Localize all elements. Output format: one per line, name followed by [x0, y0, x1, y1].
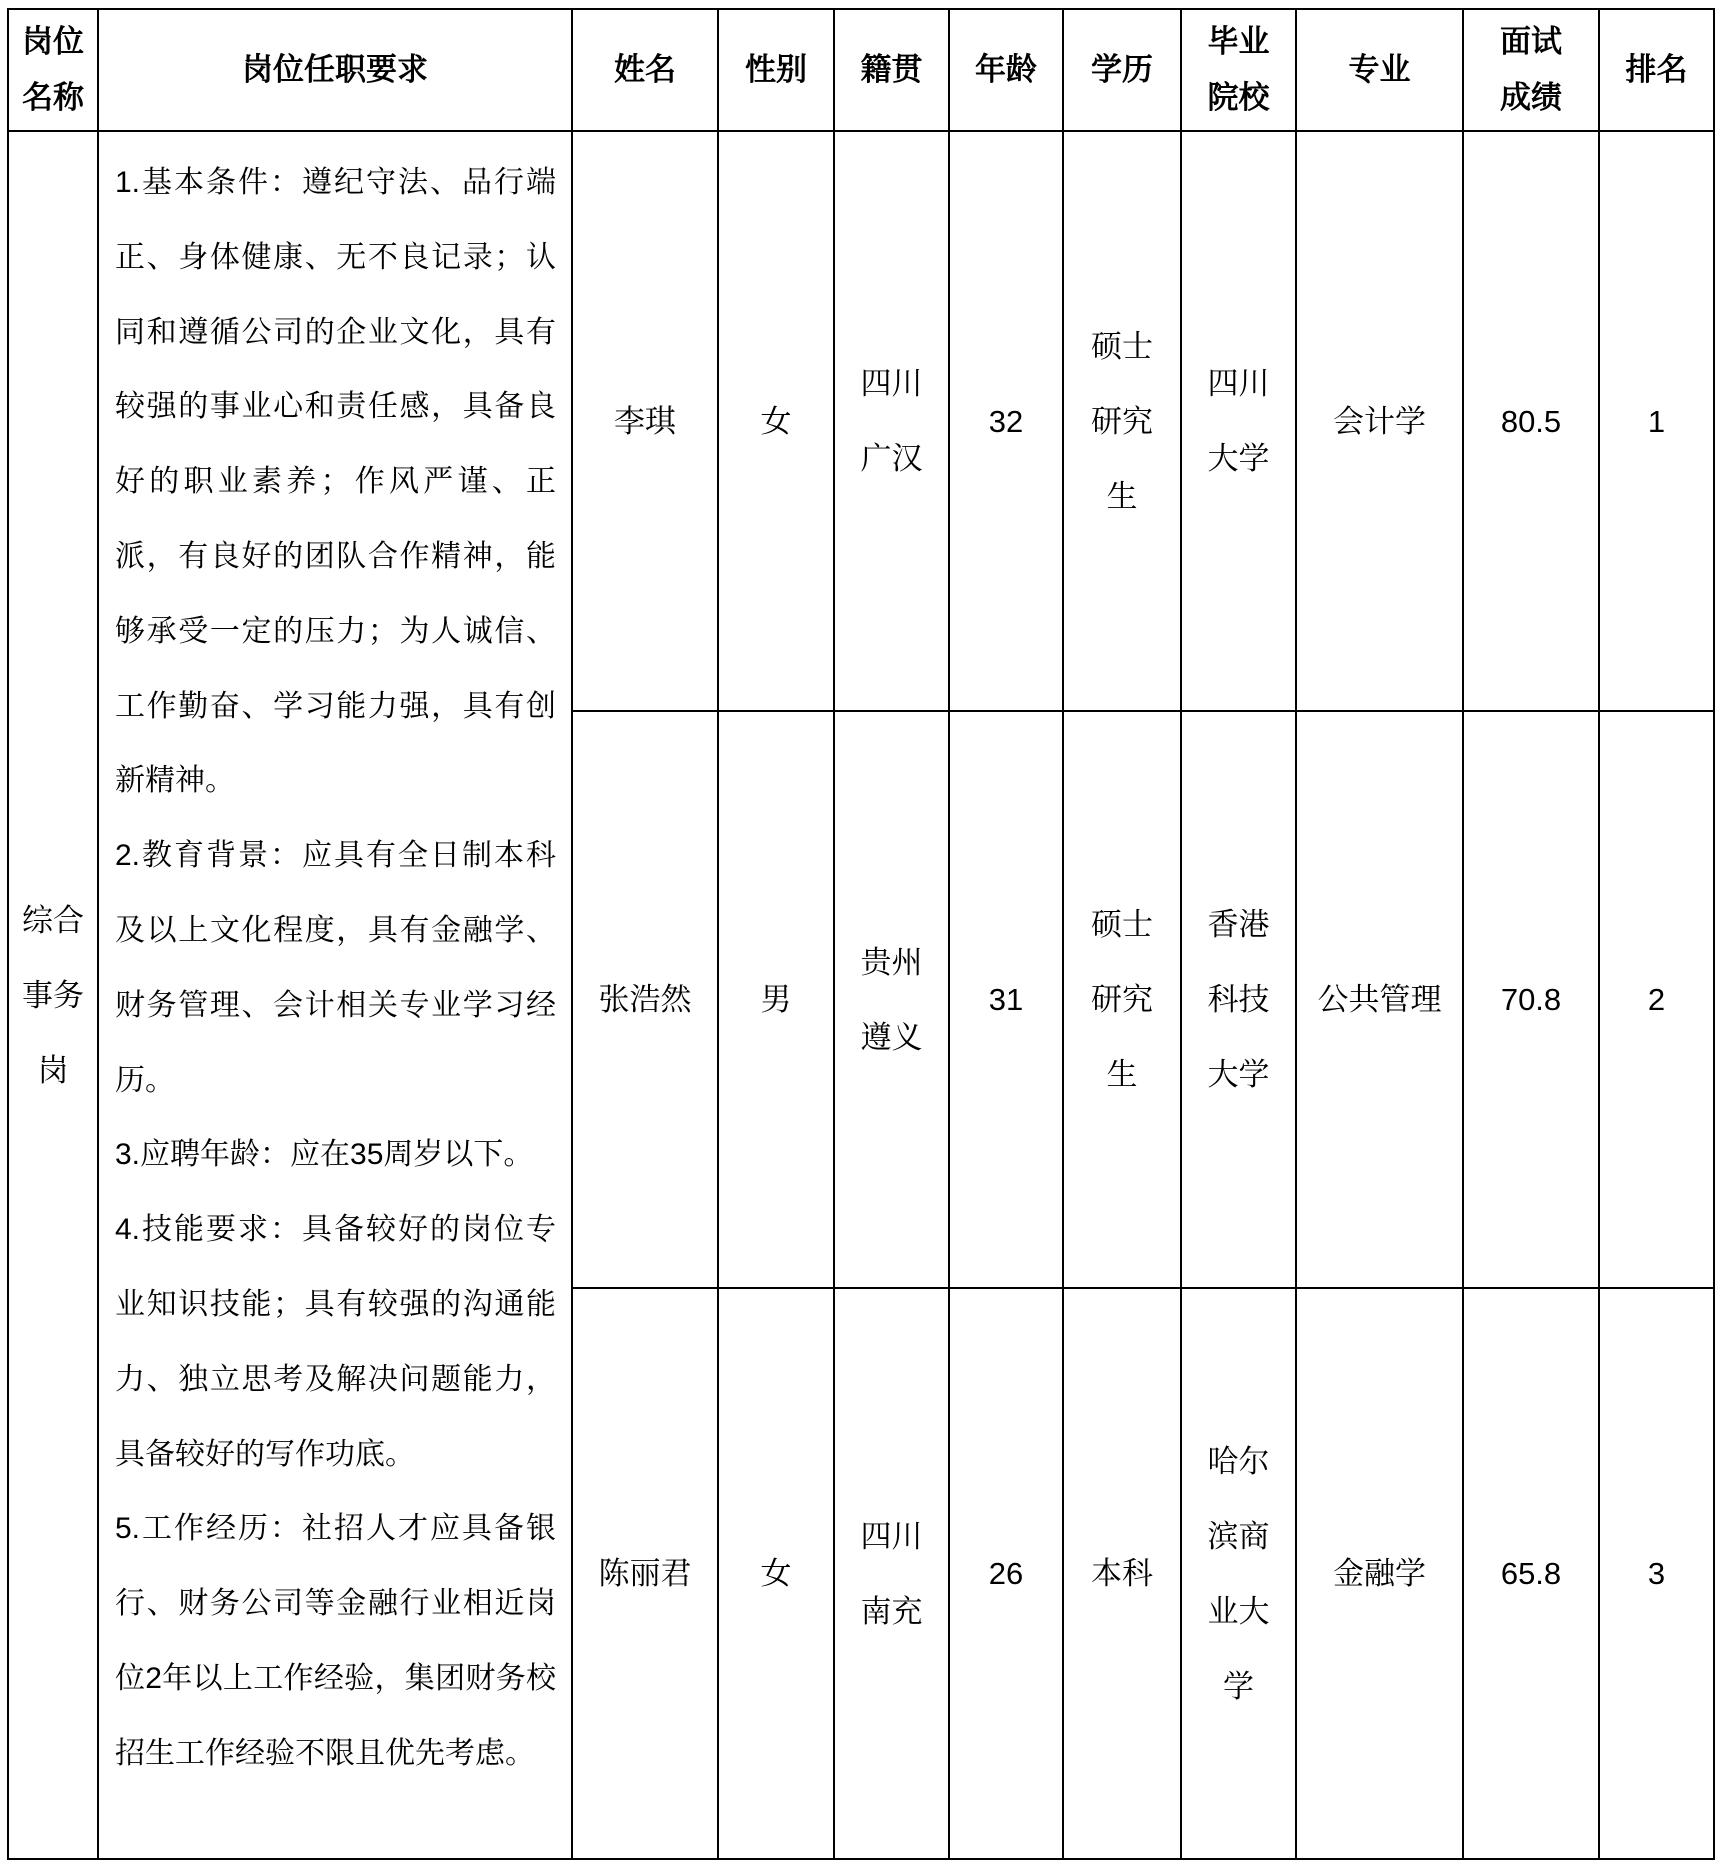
header-line: 岗位: [22, 24, 84, 59]
candidate-3-education-cell: 本科: [1063, 1288, 1181, 1859]
requirement-paragraph-5: 5.工作经历：社招人才应具备银行、财务公司等金融行业相近岗位2年以上工作经验，集团财务校招生工作经验不限且优先考虑。: [115, 1512, 556, 1770]
header-line: 院校: [1207, 80, 1270, 115]
position-requirements-cell: [98, 131, 572, 1859]
candidate-2-name-cell: 张浩然: [572, 711, 718, 1288]
candidate-1-rank-cell: 1: [1599, 131, 1714, 711]
header-line: 姓名: [614, 52, 676, 87]
header-line: 岗位任职要求: [242, 52, 428, 87]
requirement-paragraph-3: 3.应聘年龄：应在35周岁以下。: [115, 1138, 534, 1172]
requirement-paragraph-4: 4.技能要求：具备较好的岗位专业知识技能；具有较强的沟通能力、独立思考及解决问题能力，具备较好的写作功底。: [115, 1213, 556, 1471]
header-cell-education: [1063, 9, 1181, 131]
header-cell-interview-score: [1463, 9, 1599, 131]
candidate-2-rank-cell: 2: [1599, 711, 1714, 1288]
header-cell-name: [572, 9, 718, 131]
header-cell-gender: [718, 9, 834, 131]
header-cell-age: [949, 9, 1063, 131]
header-line: 性别: [745, 52, 807, 87]
header-line: 籍贯: [860, 52, 923, 87]
header-line: 名称: [22, 80, 84, 115]
requirement-paragraph-1: 1.基本条件：遵纪守法、品行端正、身体健康、无不良记录；认同和遵循公司的企业文化，具有较强的事业心和责任感，具备良好的职业素养；作风严谨、正派，有良好的团队合作精神，能够承受一定的压力；为人诚信、工作勤奋、学习能力强，具有创新精神。: [115, 166, 556, 798]
header-row: [8, 9, 1714, 131]
header-line: 成绩: [1500, 80, 1562, 115]
candidate-1-gender-cell: 女: [718, 131, 834, 711]
header-line: 排名: [1625, 52, 1688, 87]
candidate-2-score-cell: 70.8: [1463, 711, 1599, 1288]
header-cell-position-name: [8, 9, 98, 131]
candidate-2-gender-cell: 男: [718, 711, 834, 1288]
candidate-1-education-cell: 硕士研究生: [1063, 131, 1181, 711]
candidate-1-name-cell: 李琪: [572, 131, 718, 711]
candidate-3-major-cell: 金融学: [1296, 1288, 1463, 1859]
header-cell-school: [1181, 9, 1296, 131]
position-name-cell: 综合事务岗: [8, 131, 98, 1859]
header-cell-major: [1296, 9, 1463, 131]
candidate-2-age-cell: 31: [949, 711, 1063, 1288]
candidate-row-1: [8, 131, 1714, 711]
candidate-2-education-cell: 硕士研究生: [1063, 711, 1181, 1288]
candidate-3-native-place-cell: 四川南充: [834, 1288, 949, 1859]
requirement-paragraph-2: 2.教育背景：应具有全日制本科及以上文化程度，具有金融学、财务管理、会计相关专业学习经历。: [115, 839, 556, 1097]
header-cell-rank: [1599, 9, 1714, 131]
candidate-1-native-place-cell: 四川广汉: [834, 131, 949, 711]
header-line: 面试: [1500, 24, 1562, 59]
header-line: 学历: [1091, 52, 1153, 87]
header-line: 年龄: [975, 52, 1037, 87]
candidate-3-rank-cell: 3: [1599, 1288, 1714, 1859]
candidate-3-school-cell: 哈尔滨商业大学: [1181, 1288, 1296, 1859]
candidate-1-score-cell: 80.5: [1463, 131, 1599, 711]
header-cell-native-place: [834, 9, 949, 131]
recruitment-results-table: [7, 8, 1715, 1860]
candidate-1-major-cell: 会计学: [1296, 131, 1463, 711]
candidate-1-age-cell: 32: [949, 131, 1063, 711]
candidate-2-native-place-cell: 贵州遵义: [834, 711, 949, 1288]
candidate-3-gender-cell: 女: [718, 1288, 834, 1859]
candidate-3-age-cell: 26: [949, 1288, 1063, 1859]
header-line: 毕业: [1207, 24, 1270, 59]
header-line: 专业: [1348, 52, 1411, 87]
candidate-2-major-cell: 公共管理: [1296, 711, 1463, 1288]
candidate-2-school-cell: 香港科技大学: [1181, 711, 1296, 1288]
candidate-3-score-cell: 65.8: [1463, 1288, 1599, 1859]
candidate-3-name-cell: 陈丽君: [572, 1288, 718, 1859]
candidate-1-school-cell: 四川大学: [1181, 131, 1296, 711]
header-cell-requirements: [98, 9, 572, 131]
